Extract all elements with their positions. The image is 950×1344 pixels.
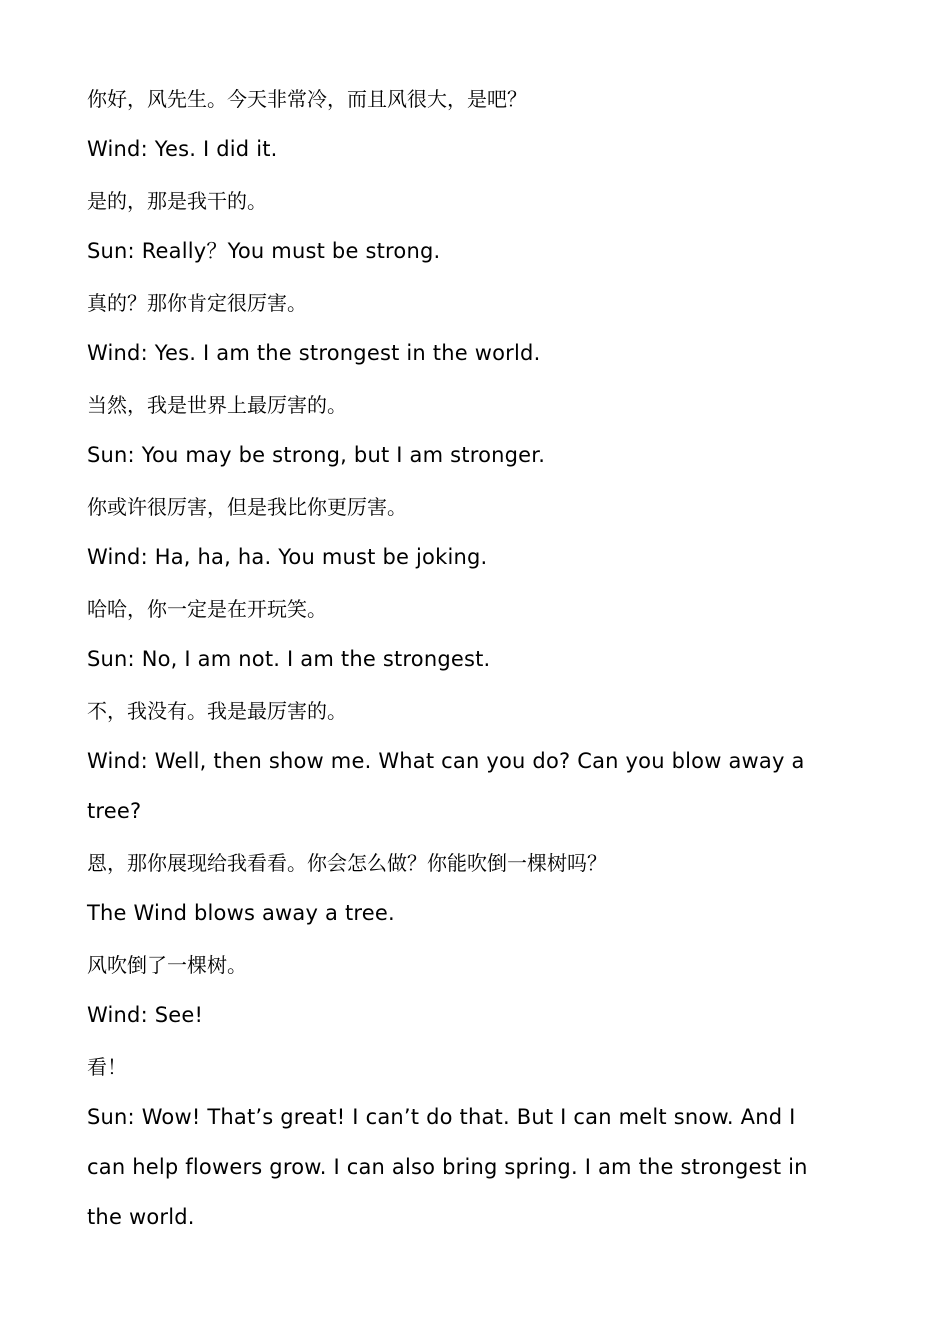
dialogue-text — [87, 72, 827, 1242]
line-chinese: 你或许很厉害，但是我比你更厉害。 — [87, 495, 407, 519]
line-chinese: 风吹倒了一棵树。 — [87, 953, 247, 977]
line-english: Wind: See! — [87, 1003, 204, 1027]
line-english: The Wind blows away a tree. — [87, 901, 395, 925]
line-chinese: 哈哈，你一定是在开玩笑。 — [87, 597, 327, 621]
line-chinese: 不，我没有。我是最厉害的。 — [87, 699, 347, 723]
line-english: Wind: Well, then show me. What can you do? Can you blow away a tree? — [87, 749, 812, 823]
line-chinese: 恩，那你展现给我看看。你会怎么做？你能吹倒一棵树吗？ — [87, 851, 607, 875]
line-english: Wind: Yes. I did it. — [87, 137, 278, 161]
line-english: Sun: You may be strong, but I am stronger. — [87, 443, 546, 467]
line-english: Sun: No, I am not. I am the strongest. — [87, 647, 491, 671]
line-chinese: 看！ — [87, 1055, 127, 1079]
line-chinese: 是的，那是我干的。 — [87, 189, 267, 213]
line-chinese: 真的？那你肯定很厉害。 — [87, 291, 307, 315]
line-english: Wind: Yes. I am the strongest in the world. — [87, 341, 541, 365]
line-chinese: 你好，风先生。今天非常冷，而且风很大，是吧？ — [87, 87, 527, 111]
line-english: Sun: Wow! That’s great! I can’t do that. But I can melt snow. And I can help flowers grow. I can also bring spring. I am the strongest in the world. — [87, 1105, 815, 1229]
line-english: Sun: Really？You must be strong. — [87, 239, 441, 263]
line-chinese: 当然，我是世界上最厉害的。 — [87, 393, 347, 417]
line-english: Wind: Ha, ha, ha. You must be joking. — [87, 545, 488, 569]
